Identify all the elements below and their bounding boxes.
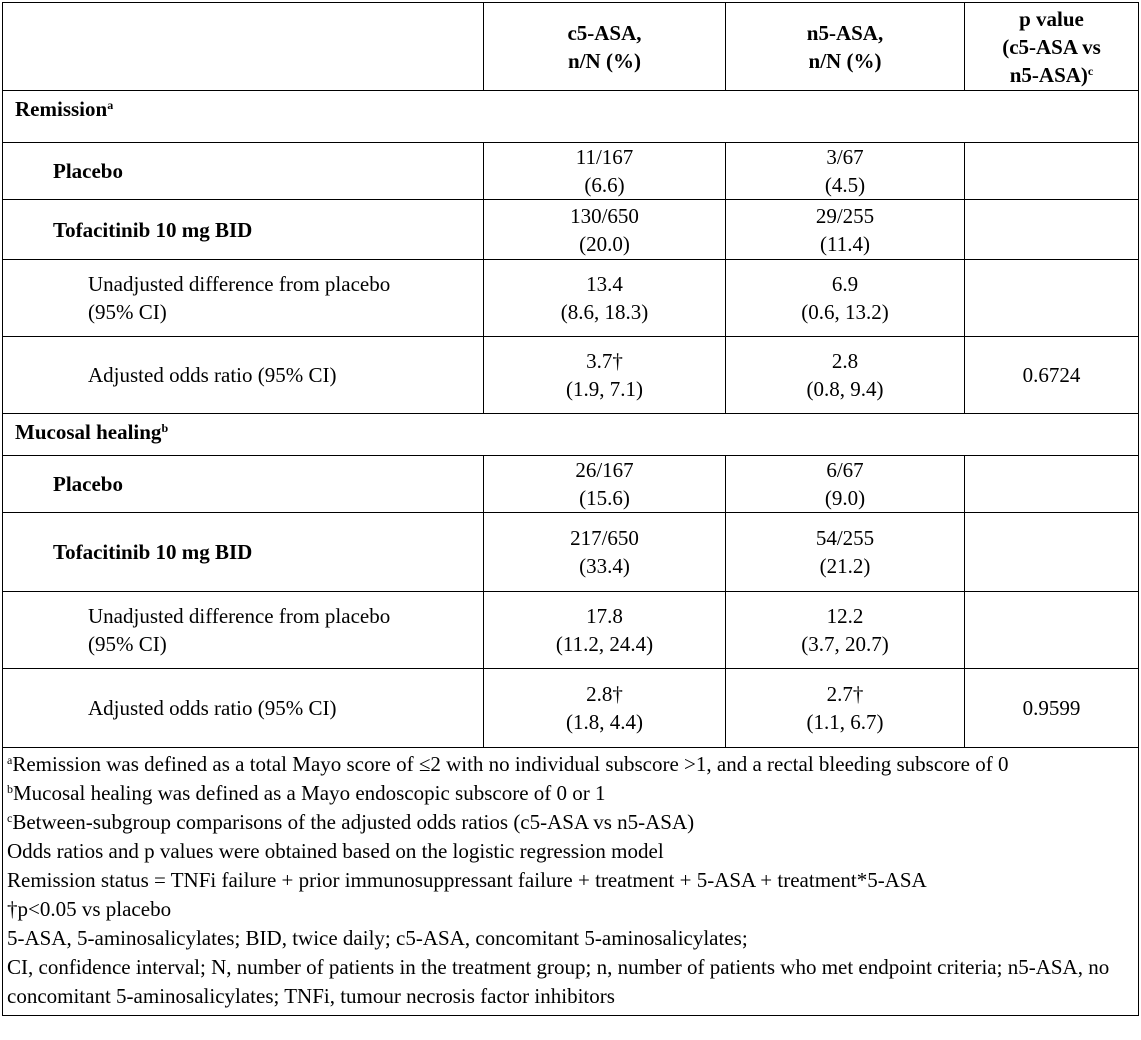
c5-pct: (33.4) bbox=[579, 554, 630, 578]
table-row bbox=[3, 260, 1139, 337]
p-cell: 0.9599 bbox=[965, 669, 1139, 748]
n5-pct: (9.0) bbox=[824, 486, 866, 510]
c5-cell bbox=[484, 260, 726, 337]
header-p-sup: c bbox=[1087, 63, 1094, 78]
results-table bbox=[2, 2, 1139, 1016]
footnote-text: Between-subgroup comparisons of the adjusted odds ratios (c5-ASA vs n5-ASA) bbox=[12, 810, 695, 834]
n5-cell bbox=[726, 143, 965, 200]
n5-ci: (3.7, 20.7) bbox=[801, 632, 889, 656]
c5-value: 13.4 bbox=[586, 272, 623, 296]
header-c5-line2: n/N (%) bbox=[568, 48, 641, 73]
header-p-value bbox=[965, 3, 1139, 91]
c5-pct: (6.6) bbox=[584, 173, 625, 197]
section-title-remission bbox=[3, 91, 1139, 143]
table-row bbox=[3, 669, 1139, 748]
table-row bbox=[3, 143, 1139, 200]
c5-cell bbox=[484, 456, 726, 513]
c5-cell bbox=[484, 337, 726, 414]
p-cell bbox=[965, 143, 1139, 200]
row-label bbox=[3, 592, 484, 669]
row-label: Adjusted odds ratio (95% CI) bbox=[3, 337, 484, 414]
c5-cell bbox=[484, 143, 726, 200]
header-n5-line1: n5-ASA, bbox=[806, 20, 884, 45]
c5-cell bbox=[484, 513, 726, 592]
n5-cell bbox=[726, 592, 965, 669]
row-label-line1: Unadjusted difference from placebo bbox=[88, 604, 391, 628]
n5-value: 12.2 bbox=[826, 604, 864, 628]
header-p-line3-text: n5-ASA) bbox=[1009, 62, 1088, 87]
table-row bbox=[3, 337, 1139, 414]
header-p-line2: (c5-ASA vs bbox=[1002, 34, 1101, 59]
footnote-remission-status: Remission status = TNFi failure + prior immunosuppressant failure + treatment + 5-ASA + treatment*5-ASA bbox=[7, 868, 927, 892]
footnotes-row bbox=[3, 748, 1139, 1016]
n5-cell bbox=[726, 456, 965, 513]
c5-value: 11/167 bbox=[575, 145, 634, 169]
row-label: Placebo bbox=[3, 456, 484, 513]
n5-pct: (11.4) bbox=[820, 231, 870, 256]
table-row bbox=[3, 200, 1139, 260]
footnote-sup: c bbox=[7, 811, 13, 825]
p-cell: 0.6724 bbox=[965, 337, 1139, 414]
c5-value: 2.8† bbox=[586, 682, 623, 706]
p-cell bbox=[965, 200, 1139, 260]
header-c5-line1: c5-ASA, bbox=[567, 20, 642, 45]
n5-pct: (4.5) bbox=[824, 173, 866, 197]
c5-ci: (1.9, 7.1) bbox=[566, 377, 643, 401]
n5-cell bbox=[726, 200, 965, 260]
p-cell bbox=[965, 513, 1139, 592]
header-row bbox=[3, 3, 1139, 91]
row-label: Placebo bbox=[3, 143, 484, 200]
section-row-mucosal-healing bbox=[3, 414, 1139, 456]
c5-pct: (15.6) bbox=[579, 486, 630, 510]
n5-cell bbox=[726, 260, 965, 337]
row-label-line2: (95% CI) bbox=[88, 632, 167, 656]
c5-pct: (20.0) bbox=[579, 231, 630, 256]
n5-pct: (21.2) bbox=[819, 554, 871, 578]
n5-cell bbox=[726, 337, 965, 414]
n5-ci: (0.6, 13.2) bbox=[801, 300, 889, 324]
n5-ci: (1.1, 6.7) bbox=[806, 710, 884, 734]
header-p-line3 bbox=[973, 61, 1130, 89]
row-label: Adjusted odds ratio (95% CI) bbox=[3, 669, 484, 748]
c5-ci: (11.2, 24.4) bbox=[555, 632, 654, 656]
footnote-sup: b bbox=[7, 782, 13, 796]
c5-ci: (1.8, 4.4) bbox=[566, 710, 643, 734]
row-label-line1: Unadjusted difference from placebo bbox=[88, 272, 391, 296]
n5-value: 29/255 bbox=[815, 203, 875, 228]
p-cell bbox=[965, 456, 1139, 513]
c5-value: 17.8 bbox=[586, 604, 623, 628]
row-label: Tofacitinib 10 mg BID bbox=[3, 200, 484, 260]
header-c5-asa bbox=[484, 3, 726, 91]
header-n5-asa bbox=[726, 3, 965, 91]
c5-value: 130/650 bbox=[570, 203, 639, 228]
c5-value: 3.7† bbox=[586, 349, 623, 373]
table-row bbox=[3, 456, 1139, 513]
n5-ci: (0.8, 9.4) bbox=[806, 377, 884, 401]
n5-value: 2.8 bbox=[831, 349, 859, 373]
footnotes bbox=[3, 748, 1139, 1016]
n5-value: 6.9 bbox=[831, 272, 859, 296]
footnote-b bbox=[7, 779, 1134, 808]
n5-cell bbox=[726, 669, 965, 748]
c5-ci: (8.6, 18.3) bbox=[560, 300, 649, 324]
section-title-mucosal-healing bbox=[3, 414, 1139, 456]
footnote-text: Remission was defined as a total Mayo score of ≤2 with no individual subscore >1, and a rectal bleeding subscore of 0 bbox=[12, 752, 1009, 776]
section-sup: a bbox=[107, 98, 114, 112]
c5-cell bbox=[484, 592, 726, 669]
row-label bbox=[3, 260, 484, 337]
footnote-a bbox=[7, 750, 1134, 779]
section-title-text: Mucosal healing bbox=[15, 420, 162, 444]
n5-value: 2.7† bbox=[826, 682, 864, 706]
section-row-remission bbox=[3, 91, 1139, 143]
table-row bbox=[3, 592, 1139, 669]
c5-cell bbox=[484, 200, 726, 260]
n5-cell bbox=[726, 513, 965, 592]
footnote-dagger: †p<0.05 vs placebo bbox=[7, 897, 172, 921]
footnote-odds-ratios: Odds ratios and p values were obtained based on the logistic regression model bbox=[7, 839, 664, 863]
section-title-text: Remission bbox=[15, 97, 108, 121]
header-empty-cell bbox=[3, 3, 484, 91]
footnote-c bbox=[7, 808, 1134, 837]
header-p-line1: p value bbox=[1019, 6, 1084, 31]
c5-value: 217/650 bbox=[570, 526, 639, 550]
c5-cell bbox=[484, 669, 726, 748]
n5-value: 3/67 bbox=[826, 145, 864, 169]
n5-value: 54/255 bbox=[815, 526, 875, 550]
row-label: Tofacitinib 10 mg BID bbox=[3, 513, 484, 592]
footnote-abbrev-2: CI, confidence interval; N, number of patients in the treatment group; n, number of patients who met endpoint criteria; n5-ASA, no concomitant 5-aminosalicylates; TNFi, tumour necrosis factor inhibitors bbox=[7, 955, 1110, 1008]
table-row bbox=[3, 513, 1139, 592]
row-label-line2: (95% CI) bbox=[88, 300, 167, 324]
section-sup: b bbox=[161, 421, 169, 435]
p-cell bbox=[965, 592, 1139, 669]
p-cell bbox=[965, 260, 1139, 337]
footnote-sup: a bbox=[7, 753, 13, 767]
c5-value: 26/167 bbox=[575, 458, 634, 482]
header-n5-line2: n/N (%) bbox=[808, 48, 882, 73]
footnote-abbrev-1: 5-ASA, 5-aminosalicylates; BID, twice daily; c5-ASA, concomitant 5-aminosalicylates; bbox=[7, 926, 748, 950]
footnote-text: Mucosal healing was defined as a Mayo endoscopic subscore of 0 or 1 bbox=[13, 781, 606, 805]
n5-value: 6/67 bbox=[826, 458, 864, 482]
